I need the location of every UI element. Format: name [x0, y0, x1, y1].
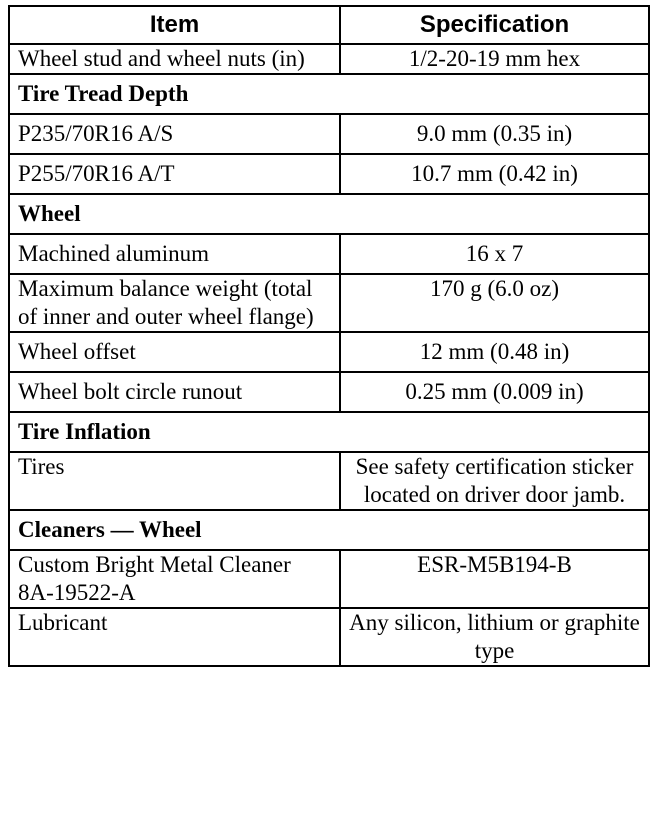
table-row — [9, 608, 649, 666]
spec-cell: 1/2-20-19 mm hex — [340, 44, 649, 74]
item-cell: Machined aluminum — [9, 234, 340, 274]
section-heading: Wheel — [9, 194, 649, 234]
spec-cell: 170 g (6.0 oz) — [340, 274, 649, 332]
spec-cell: Any silicon, lithium or graphite type — [340, 608, 649, 666]
table-header-row — [9, 6, 649, 44]
spec-cell: ESR-M5B194-B — [340, 550, 649, 608]
item-cell: Wheel offset — [9, 332, 340, 372]
section-heading: Tire Inflation — [9, 412, 649, 452]
spec-cell: See safety certification sticker located on driver door jamb. — [340, 452, 649, 510]
item-column-header: Item — [9, 6, 340, 44]
table-row — [9, 44, 649, 74]
specification-column-header: Specification — [340, 6, 649, 44]
section-heading: Cleaners — Wheel — [9, 510, 649, 550]
table-row — [9, 550, 649, 608]
item-cell: Wheel bolt circle runout — [9, 372, 340, 412]
item-cell: P255/70R16 A/T — [9, 154, 340, 194]
item-cell: Wheel stud and wheel nuts (in) — [9, 44, 340, 74]
section-row — [9, 510, 649, 550]
section-heading: Tire Tread Depth — [9, 74, 649, 114]
section-row — [9, 194, 649, 234]
item-cell: Lubricant — [9, 608, 340, 666]
item-cell: Custom Bright Metal Cleaner 8A-19522-A — [9, 550, 340, 608]
spec-cell: 12 mm (0.48 in) — [340, 332, 649, 372]
section-row — [9, 412, 649, 452]
section-row — [9, 74, 649, 114]
table-row — [9, 114, 649, 154]
table-row — [9, 274, 649, 332]
item-cell: Maximum balance weight (total of inner and outer wheel flange) — [9, 274, 340, 332]
item-cell: Tires — [9, 452, 340, 510]
table-row — [9, 372, 649, 412]
table-row — [9, 452, 649, 510]
specification-table — [8, 5, 650, 667]
spec-cell: 16 x 7 — [340, 234, 649, 274]
table-row — [9, 154, 649, 194]
spec-cell: 10.7 mm (0.42 in) — [340, 154, 649, 194]
spec-cell: 9.0 mm (0.35 in) — [340, 114, 649, 154]
table-row — [9, 234, 649, 274]
table-row — [9, 332, 649, 372]
spec-cell: 0.25 mm (0.009 in) — [340, 372, 649, 412]
item-cell: P235/70R16 A/S — [9, 114, 340, 154]
